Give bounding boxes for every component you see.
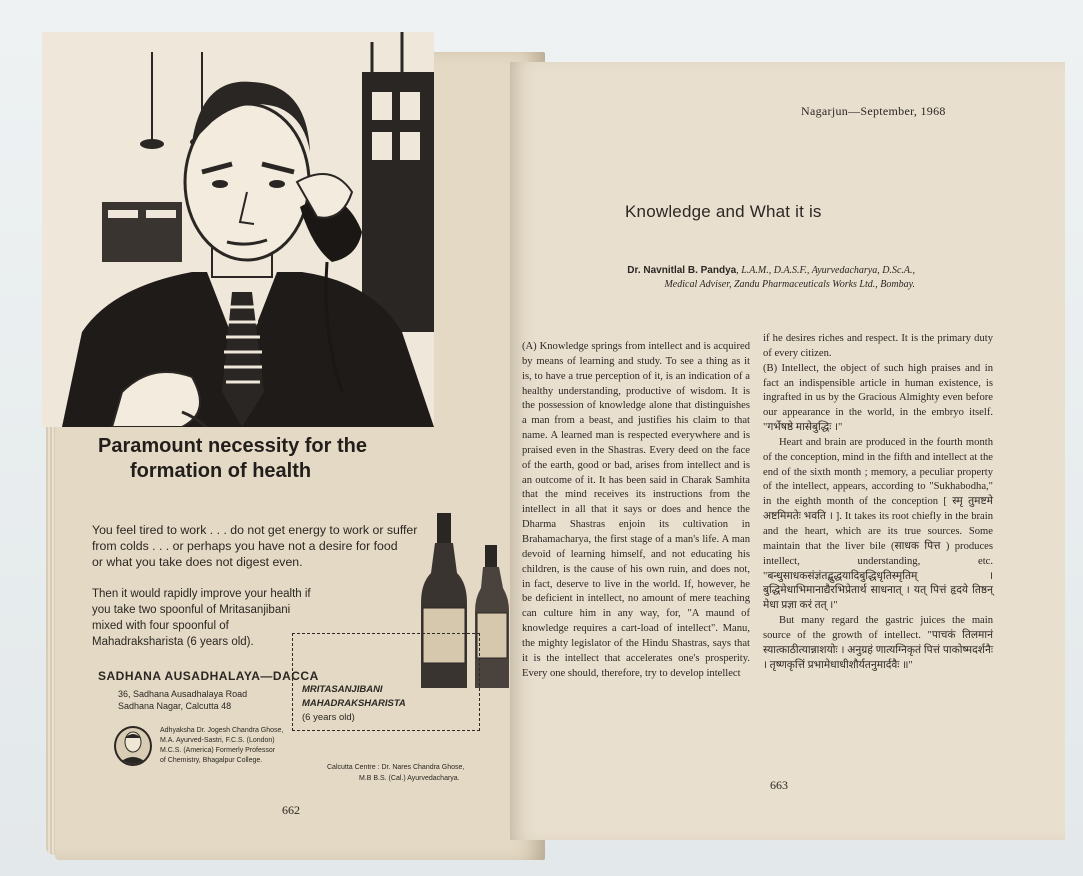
ad-body-line: You feel tired to work . . . do not get energy to work or suffer (92, 523, 418, 537)
company-name: SADHANA AUSADHALAYA—DACCA (98, 669, 319, 683)
article-paragraph: (B) Intellect, the object of such high praises and in fact an indispensible article in human existence, is ingrafted in us by the Gracious Almighty even before our appearance in the world, in the embryo itself. "गर्भेषष्ठे मासेबुद्धिः ।" (763, 362, 993, 434)
article-paragraph: if he desires riches and respect. It is the primary duty of every citizen. (763, 333, 993, 359)
ad-dosage-line: Then it would rapidly improve your health if (92, 588, 311, 600)
author-affiliation: Medical Adviser, Zandu Pharmaceuticals Works Ltd., Bombay. (664, 279, 915, 290)
credential-line: of Chemistry, Bhagalpur College. (160, 757, 263, 764)
product-names-text (302, 683, 406, 725)
author-credentials: , L.A.M., D.A.S.F., Ayurvedacharya, D.Sc.A., (736, 265, 915, 276)
credential-line: M.C.S. (America) Formerly Professor (160, 747, 276, 754)
ad-body-line: or what you take does not digest even. (92, 555, 303, 569)
article-byline (520, 264, 915, 292)
ad-dosage-line: Mahadraksharista (6 years old). (92, 636, 254, 648)
ad-body-text (92, 522, 432, 570)
article-paragraph: Heart and brain are produced in the fourth month of the conception, mind in the fifth and intellect at the end of the sixth month ; memory, a peculiar property of the intellect, appears, according to "Sukhabodha," in the eighth month of the conception [ स्मृ तुमष्टमे अष्टमिमतेः भवति । ]. It takes its root chiefly in the brain and the heart, which are its true sources. Some maintain that the liver bile (साधक पित्त ) produces intellect, understanding, etc. "बन्धुसाधकसंज्ञंतद्बुद्धयादिबुद्धिधृतिस्मृतिम् । बुद्धिमेधाभिमानाद्यैरभिप्रेतार्थ साधनात् । यत् पित्तं हृदये तिष्ठन् मेधा प्रज्ञा करं तत् ।" (763, 436, 993, 612)
ad-headline-line-1: Paramount necessity for the (98, 435, 367, 457)
article-paragraph: (A) Knowledge springs from intellect and is acquired by means of learning and study. To see a thing as it is, to have a true perception of it, is an indication of a healthy understanding, productive of wisdom. It is the possession of knowledge alone that distinguishes a man from a beast, and justifies his claim to that name. A learned man is respected everywhere and is praised even in the Shastras. Every deed on the face of the earth, good or bad, arises from intellect and is an outcome of it. It has been said in Charak Samhita that the mind receives its instructions from the intellect in all that it says or does and hence the Dharma Shastras enjoin its cultivation in Brahamacharya, the first stage of a man's life. A man devoid of learning himself, and not educating his children, is the cause of his own ruin, and does not, in fact, deserve to live in the world. If, however, he be deficient in intellect, no amount of mere teaching can culture him in any way, for, "A maund of knowledge requires a cart-load of intellect". Manu, the mighty legislator of the Hindu Shastras, says that it is the intellect that accelerates one's prosperity. Every one should, therefore, try to develop intellect (522, 341, 750, 679)
address-line: Sadhana Nagar, Calcutta 48 (118, 701, 232, 711)
byline-line-2 (520, 278, 915, 292)
advertisement-illustration (42, 32, 434, 427)
right-page-header: Nagarjun—September, 1968 (801, 104, 946, 118)
byline-line-1 (520, 264, 915, 278)
address-line: 36, Sadhana Ausadhalaya Road (118, 689, 248, 699)
company-address (118, 688, 247, 712)
article-paragraph: But many regard the gastric juices the main source of the growth of intellect. "पाचकं तिलमानं स्यात्काठीत्यान्नाशयोः । अनुग्रहं णात्यग्निकृतं पित्तं पाकोष्मदर्शनैः । तृष्णकृत्तिं प्रभामेधाधीशौर्यतनुमार्दवैः ॥" (763, 615, 993, 671)
ad-dosage-line: you take two spoonful of Mritasanjibani (92, 604, 291, 616)
founder-credentials (160, 726, 290, 766)
calcutta-line: Calcutta Centre : Dr. Nares Chandra Ghose, (327, 764, 465, 771)
product-age: (6 years old) (302, 712, 355, 723)
article-title: Knowledge and What it is (625, 202, 822, 221)
credential-line: M.A. Ayurved-Sastri, F.C.S. (London) (160, 737, 275, 744)
credential-line: Adhyaksha Dr. Jogesh Chandra Ghose, (160, 727, 284, 734)
ad-dosage-line: mixed with four spoonful of (92, 620, 229, 632)
author-name: Dr. Navnitlal B. Pandya (627, 265, 737, 276)
left-page-number: 662 (282, 803, 300, 817)
ad-body-line: from colds . . . or perhaps you have not a desire for food (92, 539, 398, 553)
ad-headline (98, 434, 418, 484)
portrait-icon (116, 728, 150, 764)
calcutta-line: M.B B.S. (Cal.) Ayurvedacharya. (359, 775, 460, 782)
article-column-2 (763, 332, 993, 673)
calcutta-centre-info (327, 762, 497, 784)
product-name: MAHADRAKSHARISTA (302, 698, 406, 709)
article-column-1 (522, 340, 750, 681)
ad-headline-line-2: formation of health (130, 460, 312, 482)
product-name: MRITASANJIBANI (302, 684, 383, 695)
founder-portrait (114, 726, 152, 766)
right-page-number: 663 (770, 778, 788, 792)
man-on-telephone-illustration (42, 32, 434, 427)
